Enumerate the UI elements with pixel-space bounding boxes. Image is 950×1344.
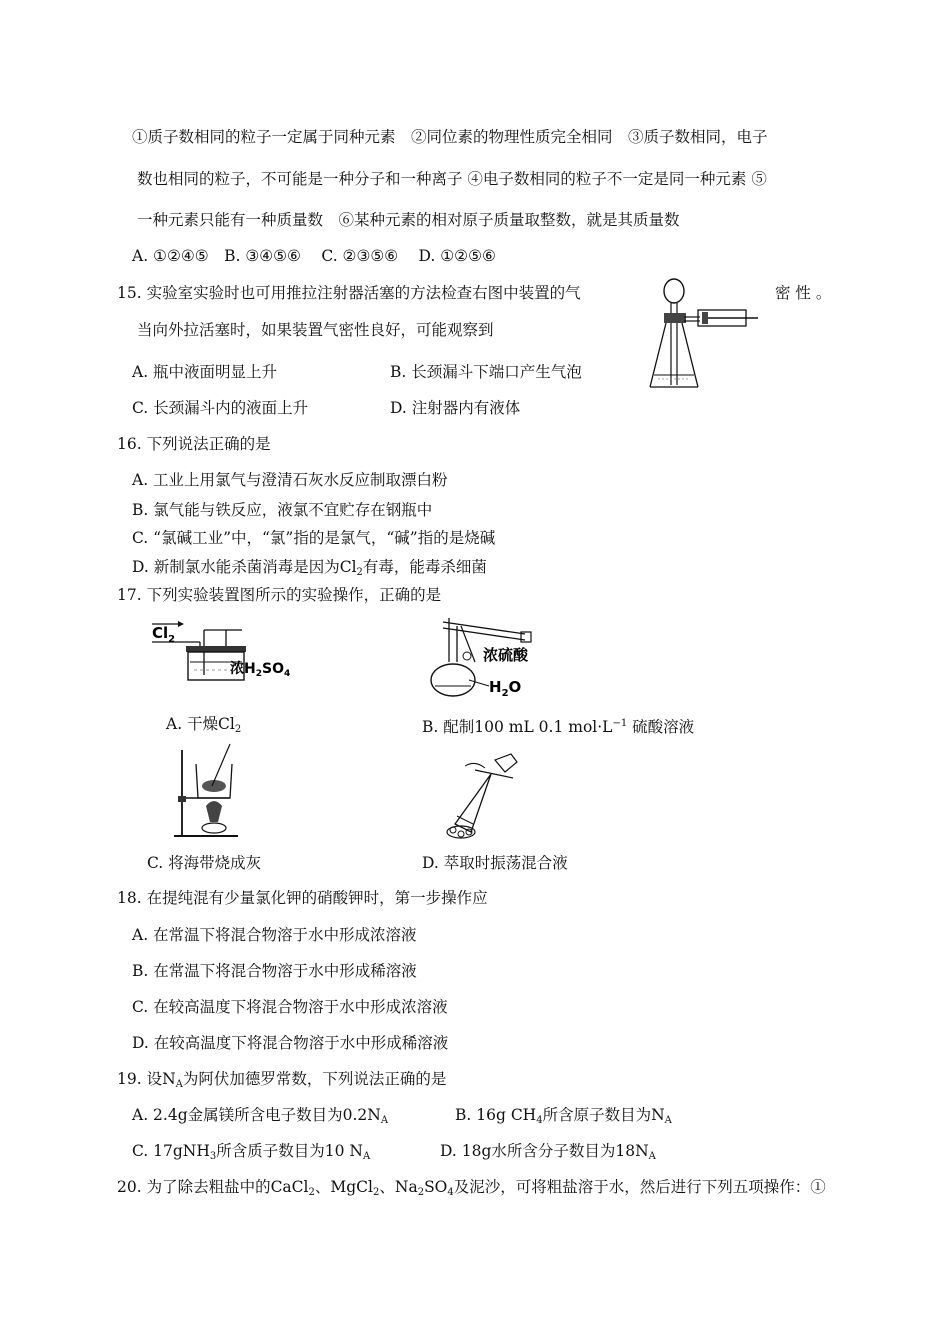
q14-line1: ①质子数相同的粒子一定属于同种元素 ②同位素的物理性质完全相同 ③质子数相同，电子 [132,128,768,146]
q15-stem-a: 15. 实验室实验时也可用推拉注射器活塞的方法检查右图中装置的气 [117,284,581,302]
q15-option-b: B. 长颈漏斗下端口产生气泡 [390,363,582,381]
q19-stem: 19. 设$N_A$为阿伏加德罗常数，下列说法正确的是 [117,1070,447,1090]
fig-a-liquid-label: 浓$H_2SO_4$ [230,661,291,679]
q15-option-a: A. 瓶中液面明显上升 [132,363,278,381]
fig-b-acid-label: 浓硫酸 [483,646,529,664]
q18-option-b: B. 在常温下将混合物溶于水中形成稀溶液 [132,962,417,980]
q17-stem: 17. 下列实验装置图所示的实验操作，正确的是 [117,586,442,604]
q19-option-a: A. 2.4g金属镁所含电子数目为$0.2N_A$ [132,1106,389,1126]
q15-option-d: D. 注射器内有液体 [390,399,521,417]
separatory-funnel-figure [435,750,525,840]
volumetric-flask-figure [425,612,585,707]
q16-option-a: A. 工业上用氯气与澄清石灰水反应制取漂白粉 [132,471,448,489]
q20-stem: 20. 为了除去粗盐中的CaCl$_2$、MgCl$_2$、$Na_2SO_4$及泥沙，可将粗盐溶于水，然后进行下列五项操作：① [117,1178,826,1198]
flask-syringe-figure [640,275,760,395]
q19-option-d: D. 18g水所含分子数目为$18N_A$ [440,1142,656,1162]
q14-line3: 一种元素只能有一种质量数 ⑥某种元素的相对原子质量取整数，就是其质量数 [137,211,680,229]
gas-drying-bottle-figure [150,620,320,690]
fig-b-water-label: $H_2O$ [489,678,522,699]
q17-option-d: D. 萃取时振荡混合液 [422,854,568,872]
crucible-burner-figure [168,740,248,840]
q17-option-c: C. 将海带烧成灰 [147,854,262,872]
q19-option-c: C. 17gNH$_3$所含质子数目为10 $N_A$ [132,1142,371,1162]
q14-options: A. ①②④⑤ B. ③④⑤⑥ C. ②③⑤⑥ D. ①②⑤⑥ [132,247,496,265]
q14-line2: 数也相同的粒子，不可能是一种分子和一种离子 ④电子数相同的粒子不一定是同一种元素 ⑤ [137,170,767,188]
q16-option-d: D. 新制氯水能杀菌消毒是因为$Cl_2$有毒，能毒杀细菌 [132,558,487,578]
q16-option-b: B. 氯气能与铁反应，液氯不宜贮存在钢瓶中 [132,501,433,519]
q18-stem: 18. 在提纯混有少量氯化钾的硝酸钾时，第一步操作应 [117,889,488,907]
q16-stem: 16. 下列说法正确的是 [117,435,271,453]
q19-option-b: B. 16g $CH_4$所含原子数目为$N_A$ [455,1106,672,1126]
q15-stem2: 当向外拉活塞时，如果装置气密性良好，可能观察到 [137,321,494,339]
fig-a-gas-label: $Cl_2$ [152,624,176,645]
q18-option-a: A. 在常温下将混合物溶于水中形成浓溶液 [132,926,417,944]
q17-option-a: A. 干燥$Cl_2$ [166,715,242,735]
q18-option-d: D. 在较高温度下将混合物溶于水中形成稀溶液 [132,1034,449,1052]
q18-option-c: C. 在较高温度下将混合物溶于水中形成浓溶液 [132,998,448,1016]
q16-option-c: C. “氯碱工业”中，“氯”指的是氯气，“碱”指的是烧碱 [132,529,496,547]
q17-option-b: B. 配制100 mL 0.1 $mol\cdot L^{-1}$ 硫酸溶液 [422,718,695,736]
q15-stem-b: 密 性 。 [775,284,832,302]
q15-option-c: C. 长颈漏斗内的液面上升 [132,399,309,417]
